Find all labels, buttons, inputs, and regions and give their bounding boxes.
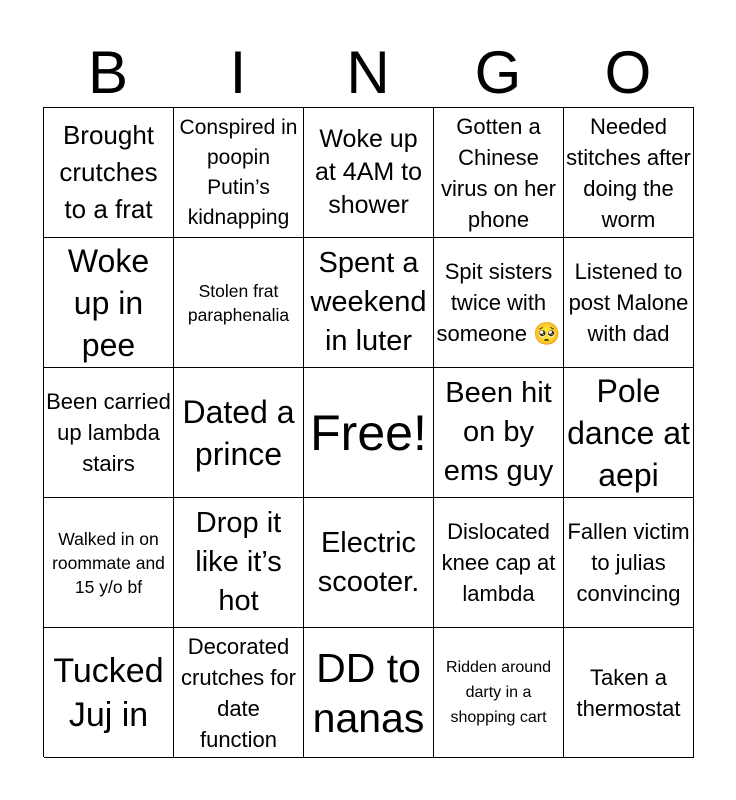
bingo-cell[interactable] (564, 498, 694, 628)
bingo-cell[interactable] (434, 628, 564, 758)
bingo-cell[interactable] (304, 628, 434, 758)
bingo-cell[interactable] (564, 628, 694, 758)
bingo-header (43, 40, 693, 106)
header-letter-o: O (604, 39, 652, 106)
cell-text: Spit sisters twice with someone 🥺 (436, 259, 561, 346)
header-letter-n: N (346, 39, 390, 106)
bingo-cell[interactable] (564, 108, 694, 238)
bingo-cell[interactable] (44, 498, 174, 628)
bingo-cell-free[interactable] (304, 368, 434, 498)
bingo-cell[interactable] (434, 238, 564, 368)
cell-text: Tucked Juj in (53, 651, 164, 734)
cell-text: Fallen victim to julias convincing (567, 519, 690, 606)
bingo-cell[interactable] (174, 498, 304, 628)
cell-text: Brought crutches to a frat (59, 120, 158, 224)
cell-text: DD to nanas (312, 644, 425, 741)
cell-text: Walked in on roommate and 15 y/o bf (52, 528, 165, 597)
cell-text: Spent a weekend in luter (310, 247, 427, 357)
cell-text: Pole dance at aepi (567, 372, 690, 493)
cell-text: Drop it like it’s hot (195, 507, 282, 617)
bingo-cell[interactable] (304, 108, 434, 238)
bingo-cell[interactable] (304, 238, 434, 368)
cell-text: Decorated crutches for date function (181, 633, 296, 752)
cell-text: Been hit on by ems guy (443, 377, 554, 487)
bingo-cell[interactable] (174, 238, 304, 368)
bingo-board (43, 107, 694, 757)
bingo-cell[interactable] (434, 368, 564, 498)
bingo-cell[interactable] (564, 368, 694, 498)
header-letter-i: I (229, 39, 247, 106)
header-letter-b: B (87, 39, 129, 106)
cell-text: Ridden around darty in a shopping cart (446, 659, 551, 726)
bingo-cell[interactable] (44, 368, 174, 498)
cell-text: Dislocated knee cap at lambda (441, 519, 556, 606)
bingo-cell[interactable] (564, 238, 694, 368)
cell-text: Taken a thermostat (576, 664, 681, 721)
free-space-text: Free! (310, 404, 427, 461)
bingo-cell[interactable] (434, 498, 564, 628)
cell-text: Stolen frat paraphenalia (187, 280, 290, 325)
bingo-cell[interactable] (174, 368, 304, 498)
cell-text: Conspired in poopin Putin’s kidnapping (179, 115, 298, 229)
header-letter-g: G (474, 39, 522, 106)
cell-text: Electric scooter. (317, 526, 420, 598)
cell-text: Gotten a Chinese virus on her phone (441, 113, 556, 232)
bingo-cell[interactable] (44, 108, 174, 238)
cell-text: Been carried up lambda stairs (46, 389, 171, 476)
bingo-cell[interactable] (174, 628, 304, 758)
bingo-cell[interactable] (304, 498, 434, 628)
cell-text: Dated a prince (182, 393, 295, 472)
cell-text: Needed stitches after doing the worm (566, 113, 691, 232)
cell-text: Woke up at 4AM to shower (315, 125, 422, 219)
cell-text: Listened to post Malone with dad (568, 259, 689, 346)
bingo-cell[interactable] (174, 108, 304, 238)
bingo-cell[interactable] (44, 628, 174, 758)
bingo-cell[interactable] (434, 108, 564, 238)
cell-text: Woke up in pee (67, 242, 150, 363)
bingo-cell[interactable] (44, 238, 174, 368)
